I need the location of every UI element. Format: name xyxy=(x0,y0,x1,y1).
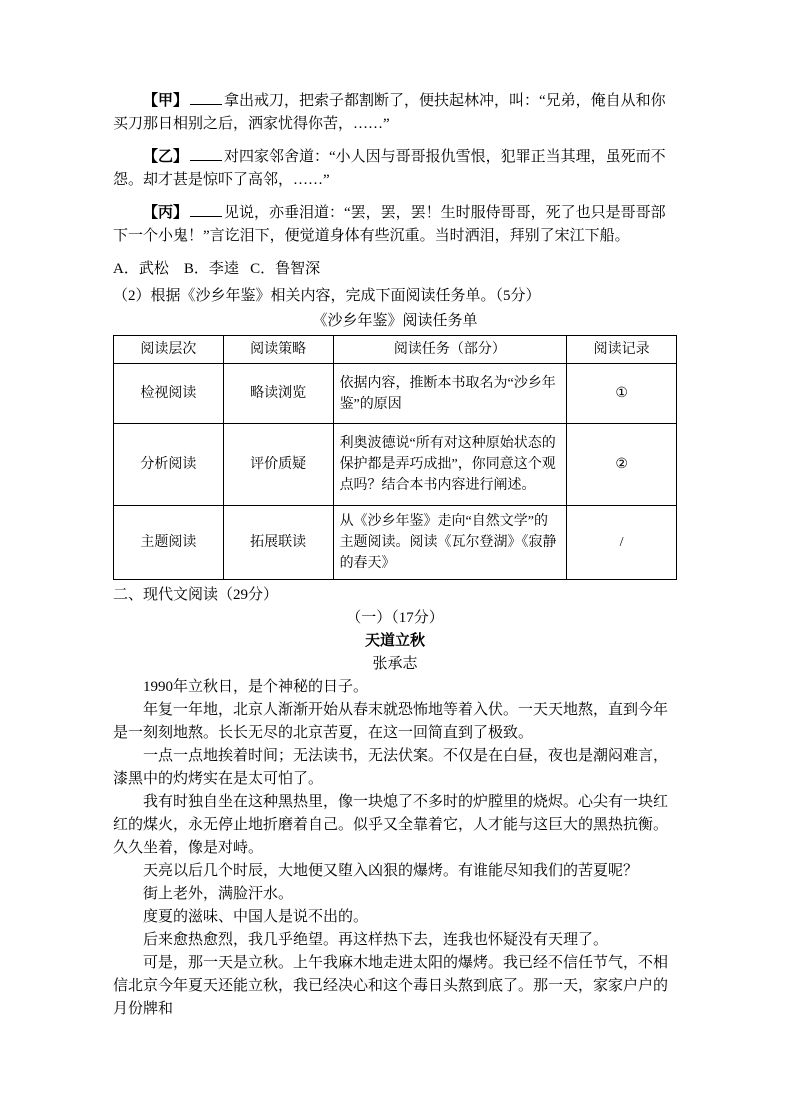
essay-paragraph: 可是，那一天是立秋。上午我麻木地走进太阳的爆烤。我已经不信任节气，不相信北京今年夏天还能立秋，我已经决心和这个毒日头熬到底了。那一天，家家户户的月份牌和 xyxy=(113,955,669,1017)
cell-level-2: 分析阅读 xyxy=(114,424,224,506)
header-reading-strategy: 阅读策略 xyxy=(223,336,333,364)
header-reading-level: 阅读层次 xyxy=(114,336,224,364)
header-reading-task: 阅读任务（部分） xyxy=(333,336,567,364)
answer-blank-bing xyxy=(190,202,222,217)
essay-paragraph: 一点一点地挨着时间；无法读书，无法伏案。不仅是在白昼，夜也是潮闷难言，漆黑中的灼烤实在是太可怕了。 xyxy=(113,748,669,787)
excerpt-jia-text: 拿出戒刀，把索子都割断了，便扶起林冲，叫：“兄弟，俺自从和你买刀那日相别之后，洒家忧得你苦，……” xyxy=(113,93,666,132)
excerpt-yi-label: 【乙】 xyxy=(143,149,189,165)
essay-title: 天道立秋 xyxy=(364,633,425,649)
cell-task-3: 从《沙乡年鉴》走向“自然文学”的主题阅读。阅读《瓦尔登湖》《寂静的春天》 xyxy=(333,506,567,580)
excerpt-yi xyxy=(113,146,677,192)
excerpt-jia-label: 【甲】 xyxy=(143,93,189,109)
essay-paragraph: 后来愈热愈烈，我几乎绝望。再这样热下去，连我也怀疑没有天理了。 xyxy=(143,932,609,948)
essay-paragraph: 度夏的滋味、中国人是说不出的。 xyxy=(143,909,369,925)
table-row xyxy=(114,506,677,580)
cell-task-1: 依据内容，推断本书取名为“沙乡年鉴”的原因 xyxy=(333,364,567,424)
cell-strategy-2: 评价质疑 xyxy=(223,424,333,506)
question-2: （2）根据《沙乡年鉴》相关内容，完成下面阅读任务单。（5分） xyxy=(113,288,541,304)
answer-options-line: A．武松 B．李逵 C．鲁智深 xyxy=(113,261,321,277)
cell-strategy-1: 略读浏览 xyxy=(223,364,333,424)
essay-paragraph: 天亮以后几个时辰，大地便又堕入凶狠的爆烤。有谁能尽知我们的苦夏呢？ xyxy=(143,863,639,879)
cell-record-3: / xyxy=(567,506,677,580)
header-reading-record: 阅读记录 xyxy=(567,336,677,364)
essay-paragraph: 我有时独自坐在这种黑热里，像一块熄了不多时的炉膛里的烧烬。心尖有一块红红的煤火，永无停止地折磨着自己。似乎又全靠着它，人才能与这巨大的黑热抗衡。久久坐着，像是对峙。 xyxy=(113,794,669,856)
essay-paragraph: 1990年立秋日，是个神秘的日子。 xyxy=(143,679,369,695)
cell-task-2: 利奥波德说“所有对这种原始状态的保护都是弄巧成拙”，你同意这个观点吗？结合本书内容进行阐述。 xyxy=(333,424,567,506)
cell-level-1: 检视阅读 xyxy=(114,364,224,424)
essay-paragraph: 街上老外，满脸汗水。 xyxy=(143,886,294,902)
excerpt-yi-text: 对四家邻舍道：“小人因与哥哥报仇雪恨，犯罪正当其理，虽死而不怨。却才甚是惊吓了高邻，……” xyxy=(113,149,666,188)
cell-level-3: 主题阅读 xyxy=(114,506,224,580)
table-header-row xyxy=(114,336,677,364)
table-row xyxy=(114,364,677,424)
cell-record-1: ① xyxy=(567,364,677,424)
answer-blank-yi xyxy=(190,146,222,161)
excerpt-bing xyxy=(113,202,677,248)
excerpt-jia xyxy=(113,90,677,136)
part-heading: （一）（17分） xyxy=(346,610,444,626)
section-heading: 二、现代文阅读（29分） xyxy=(113,587,279,603)
essay-paragraph: 年复一年地，北京人渐渐开始从春末就恐怖地等着入伏。一天天地熬，直到今年是一刻刻地熬。长长无尽的北京苦夏，在这一回简直到了极致。 xyxy=(113,702,669,741)
table-title: 《沙乡年鉴》阅读任务单 xyxy=(312,313,478,329)
excerpt-bing-label: 【丙】 xyxy=(143,205,189,221)
answer-blank-jia xyxy=(190,90,222,105)
reading-task-table xyxy=(113,335,677,580)
essay-author: 张承志 xyxy=(372,656,418,672)
cell-record-2: ② xyxy=(567,424,677,506)
excerpt-bing-text: 见说，亦垂泪道：“罢，罢，罢！生时服侍哥哥，死了也只是哥哥部下一个小鬼！”言讫泪下，便觉道身体有些沉重。当时洒泪，拜别了宋江下船。 xyxy=(113,205,666,244)
table-row xyxy=(114,424,677,506)
cell-strategy-3: 拓展联读 xyxy=(223,506,333,580)
